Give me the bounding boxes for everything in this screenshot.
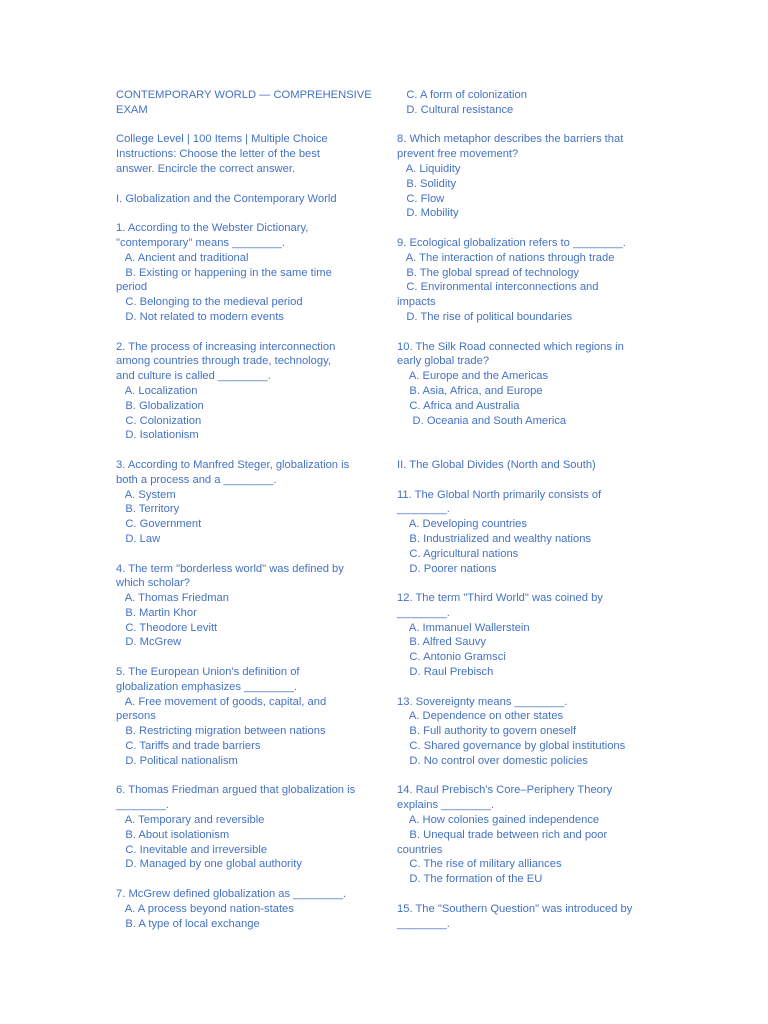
text-line: B. Restricting migration between nations [116,725,326,738]
text-line: D. Poorer nations [397,562,497,575]
blank-line [397,221,659,236]
blank-line [397,680,659,695]
text-line: prevent free movement? [397,148,519,161]
text-line: explains ________. [397,799,495,812]
text-line: C. Flow [397,192,445,205]
text-line: C. Tariffs and trade barriers [116,740,261,753]
text-line: 8. Which metaphor describes the barriers that [397,133,624,146]
text-line: answer. Encircle the correct answer. [116,162,296,175]
text-line: impacts [397,296,436,309]
text-line: D. Law [116,532,161,545]
text-line: 10. The Silk Road connected which regions in [397,340,624,353]
text-line: B. Solidity [397,177,457,190]
text-line: CONTEMPORARY WORLD — COMPREHENSIVE [116,89,372,101]
text-line: 7. McGrew defined globalization as ________. [116,888,347,901]
blank-line [116,872,374,887]
text-line: B. Martin Khor [116,606,197,619]
text-line: ________. [397,606,450,619]
left-column [116,88,374,931]
blank-line [397,443,659,458]
text-line: 9. Ecological globalization refers to ________. [397,236,626,249]
text-line: 13. Sovereignty means ________. [397,695,568,708]
blank-line [397,887,659,902]
text-line: 11. The Global North primarily consists of [397,488,602,501]
text-line: A. The interaction of nations through trade [397,251,615,264]
text-line: D. The rise of political boundaries [397,310,573,323]
text-line: College Level | 100 Items | Multiple Choice [116,133,328,146]
blank-line [116,769,374,784]
text-line: D. McGrew [116,636,182,649]
text-line: A. Dependence on other states [397,710,564,723]
text-line: C. The rise of military alliances [397,858,562,871]
text-line: C. Shared governance by global institutions [397,740,626,753]
blank-line [116,206,374,221]
text-line: B. Asia, Africa, and Europe [397,384,543,397]
text-line: D. The formation of the EU [397,873,543,886]
text-line: A. Temporary and reversible [116,814,265,827]
text-line: B. Alfred Sauvy [397,636,486,649]
text-line: persons [116,710,156,723]
text-line: A. Ancient and traditional [116,251,249,264]
text-line: C. Theodore Levitt [116,621,218,634]
right-column [397,88,659,931]
text-line: EXAM [116,103,148,116]
text-line: II. The Global Divides (North and South) [397,458,596,471]
text-line: and culture is called ________. [116,370,271,383]
text-line: ________. [116,799,169,812]
text-line: D. Managed by one global authority [116,858,302,871]
text-line: D. Raul Prebisch [397,666,494,679]
text-line: 6. Thomas Friedman argued that globalization is [116,784,356,797]
text-line: B. Unequal trade between rich and poor [397,828,608,841]
text-line: which scholar? [116,577,190,590]
text-line: D. Isolationism [116,429,199,442]
text-line: C. Agricultural nations [397,547,519,560]
text-line: ________. [397,503,450,516]
blank-line [397,576,659,591]
text-line: both a process and a ________. [116,473,277,486]
text-line: B. About isolationism [116,828,230,841]
text-line: I. Globalization and the Contemporary World [116,192,337,205]
text-line: ________. [397,917,450,930]
text-line: C. Government [116,518,202,531]
text-line: C. Environmental interconnections and [397,281,599,294]
text-line: C. A form of colonization [397,89,527,101]
text-line: B. A type of local exchange [116,917,260,930]
text-line: D. Mobility [397,207,459,220]
text-line: A. Thomas Friedman [116,592,229,605]
text-line: A. Europe and the Americas [397,370,549,383]
blank-line [116,650,374,665]
text-line: A. A process beyond nation-states [116,902,294,915]
text-line: period [116,281,148,294]
text-line: D. Political nationalism [116,754,238,767]
text-line: D. Oceania and South America [397,414,567,427]
text-line: among countries through trade, technology, [116,355,331,368]
text-line: B. Territory [116,503,180,516]
text-line: 2. The process of increasing interconnection [116,340,336,353]
text-line: 3. According to Manfred Steger, globalization is [116,458,350,471]
text-line: B. Globalization [116,399,204,412]
text-line: B. The global spread of technology [397,266,580,279]
blank-line [116,443,374,458]
text-line: A. System [116,488,176,501]
text-line: A. Free movement of goods, capital, and [116,695,327,708]
text-line: 1. According to the Webster Dictionary, [116,222,309,235]
text-line: 14. Raul Prebisch's Core–Periphery Theory [397,784,613,797]
blank-line [116,177,374,192]
text-line: A. How colonies gained independence [397,814,600,827]
text-line: A. Localization [116,384,198,397]
blank-line [397,428,659,443]
text-line: D. No control over domestic policies [397,754,588,767]
text-line: C. Antonio Gramsci [397,651,506,664]
text-line: Instructions: Choose the letter of the best [116,148,320,161]
text-line: 12. The term "Third World" was coined by [397,592,603,605]
text-line: 4. The term "borderless world" was defined by [116,562,344,575]
text-line: countries [397,843,443,856]
text-line: 15. The "Southern Question" was introduced by [397,902,633,915]
text-line: early global trade? [397,355,490,368]
text-line: 5. The European Union's definition of [116,666,300,679]
text-line: C. Colonization [116,414,202,427]
text-line: A. Liquidity [397,162,461,175]
text-line: C. Belonging to the medieval period [116,296,303,309]
text-line: B. Full authority to govern oneself [397,725,577,738]
text-line: C. Inevitable and irreversible [116,843,268,856]
text-line: globalization emphasizes ________. [116,680,297,693]
blank-line [116,547,374,562]
text-line: C. Africa and Australia [397,399,520,412]
blank-line [116,118,374,133]
text-line: D. Not related to modern events [116,310,284,323]
text-line: A. Developing countries [397,518,527,531]
blank-line [397,769,659,784]
text-line: A. Immanuel Wallerstein [397,621,530,634]
text-line: "contemporary" means ________. [116,236,286,249]
text-line: D. Cultural resistance [397,103,514,116]
text-line: B. Industrialized and wealthy nations [397,532,592,545]
blank-line [397,325,659,340]
blank-line [397,118,659,133]
text-line: B. Existing or happening in the same time [116,266,332,279]
blank-line [397,473,659,488]
blank-line [116,325,374,340]
